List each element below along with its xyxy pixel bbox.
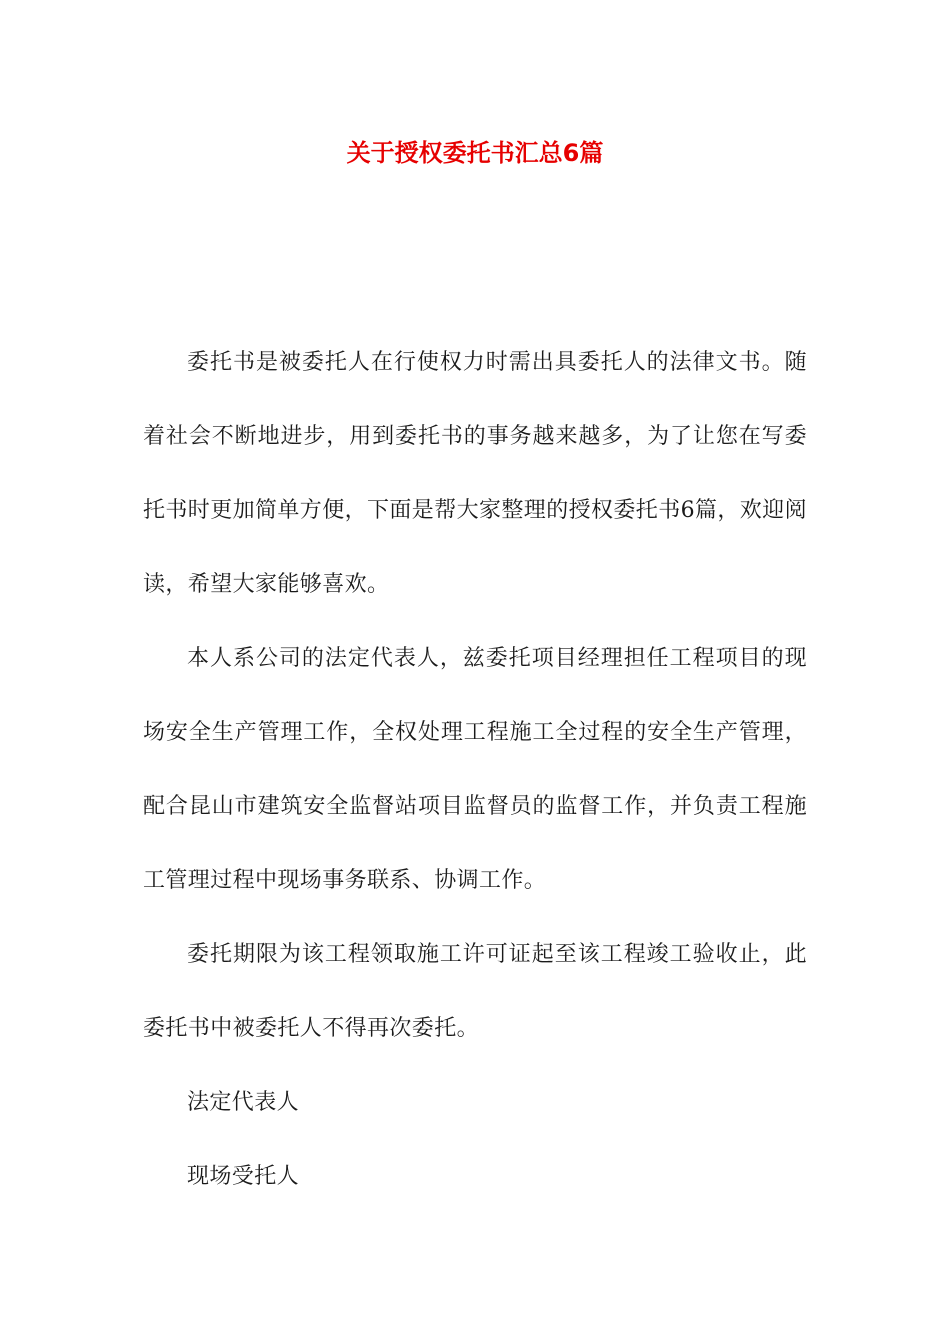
signature-site-trustee: 现场受托人 xyxy=(187,1164,300,1189)
document-body xyxy=(143,326,807,1214)
paragraph-term: 委托期限为该工程领取施工许可证起至该工程竣工验收止，此委托书中被委托人不得再次委托。 xyxy=(143,942,807,1041)
paragraph-intro: 委托书是被委托人在行使权力时需出具委托人的法律文书。随着社会不断地进步，用到委托书的事务越来越多，为了让您在写委托书时更加简单方便，下面是帮大家整理的授权委托书6篇，欢迎阅读，希望大家能够喜欢。 xyxy=(143,350,807,597)
paragraph-delegation: 本人系公司的法定代表人，兹委托项目经理担任工程项目的现场安全生产管理工作，全权处理工程施工全过程的安全生产管理，配合昆山市建筑安全监督站项目监督员的监督工作，并负责工程施工管理过程中现场事务联系、协调工作。 xyxy=(143,646,807,893)
document-title: 关于授权委托书汇总6篇 xyxy=(346,139,604,167)
signature-legal-representative: 法定代表人 xyxy=(187,1090,300,1115)
